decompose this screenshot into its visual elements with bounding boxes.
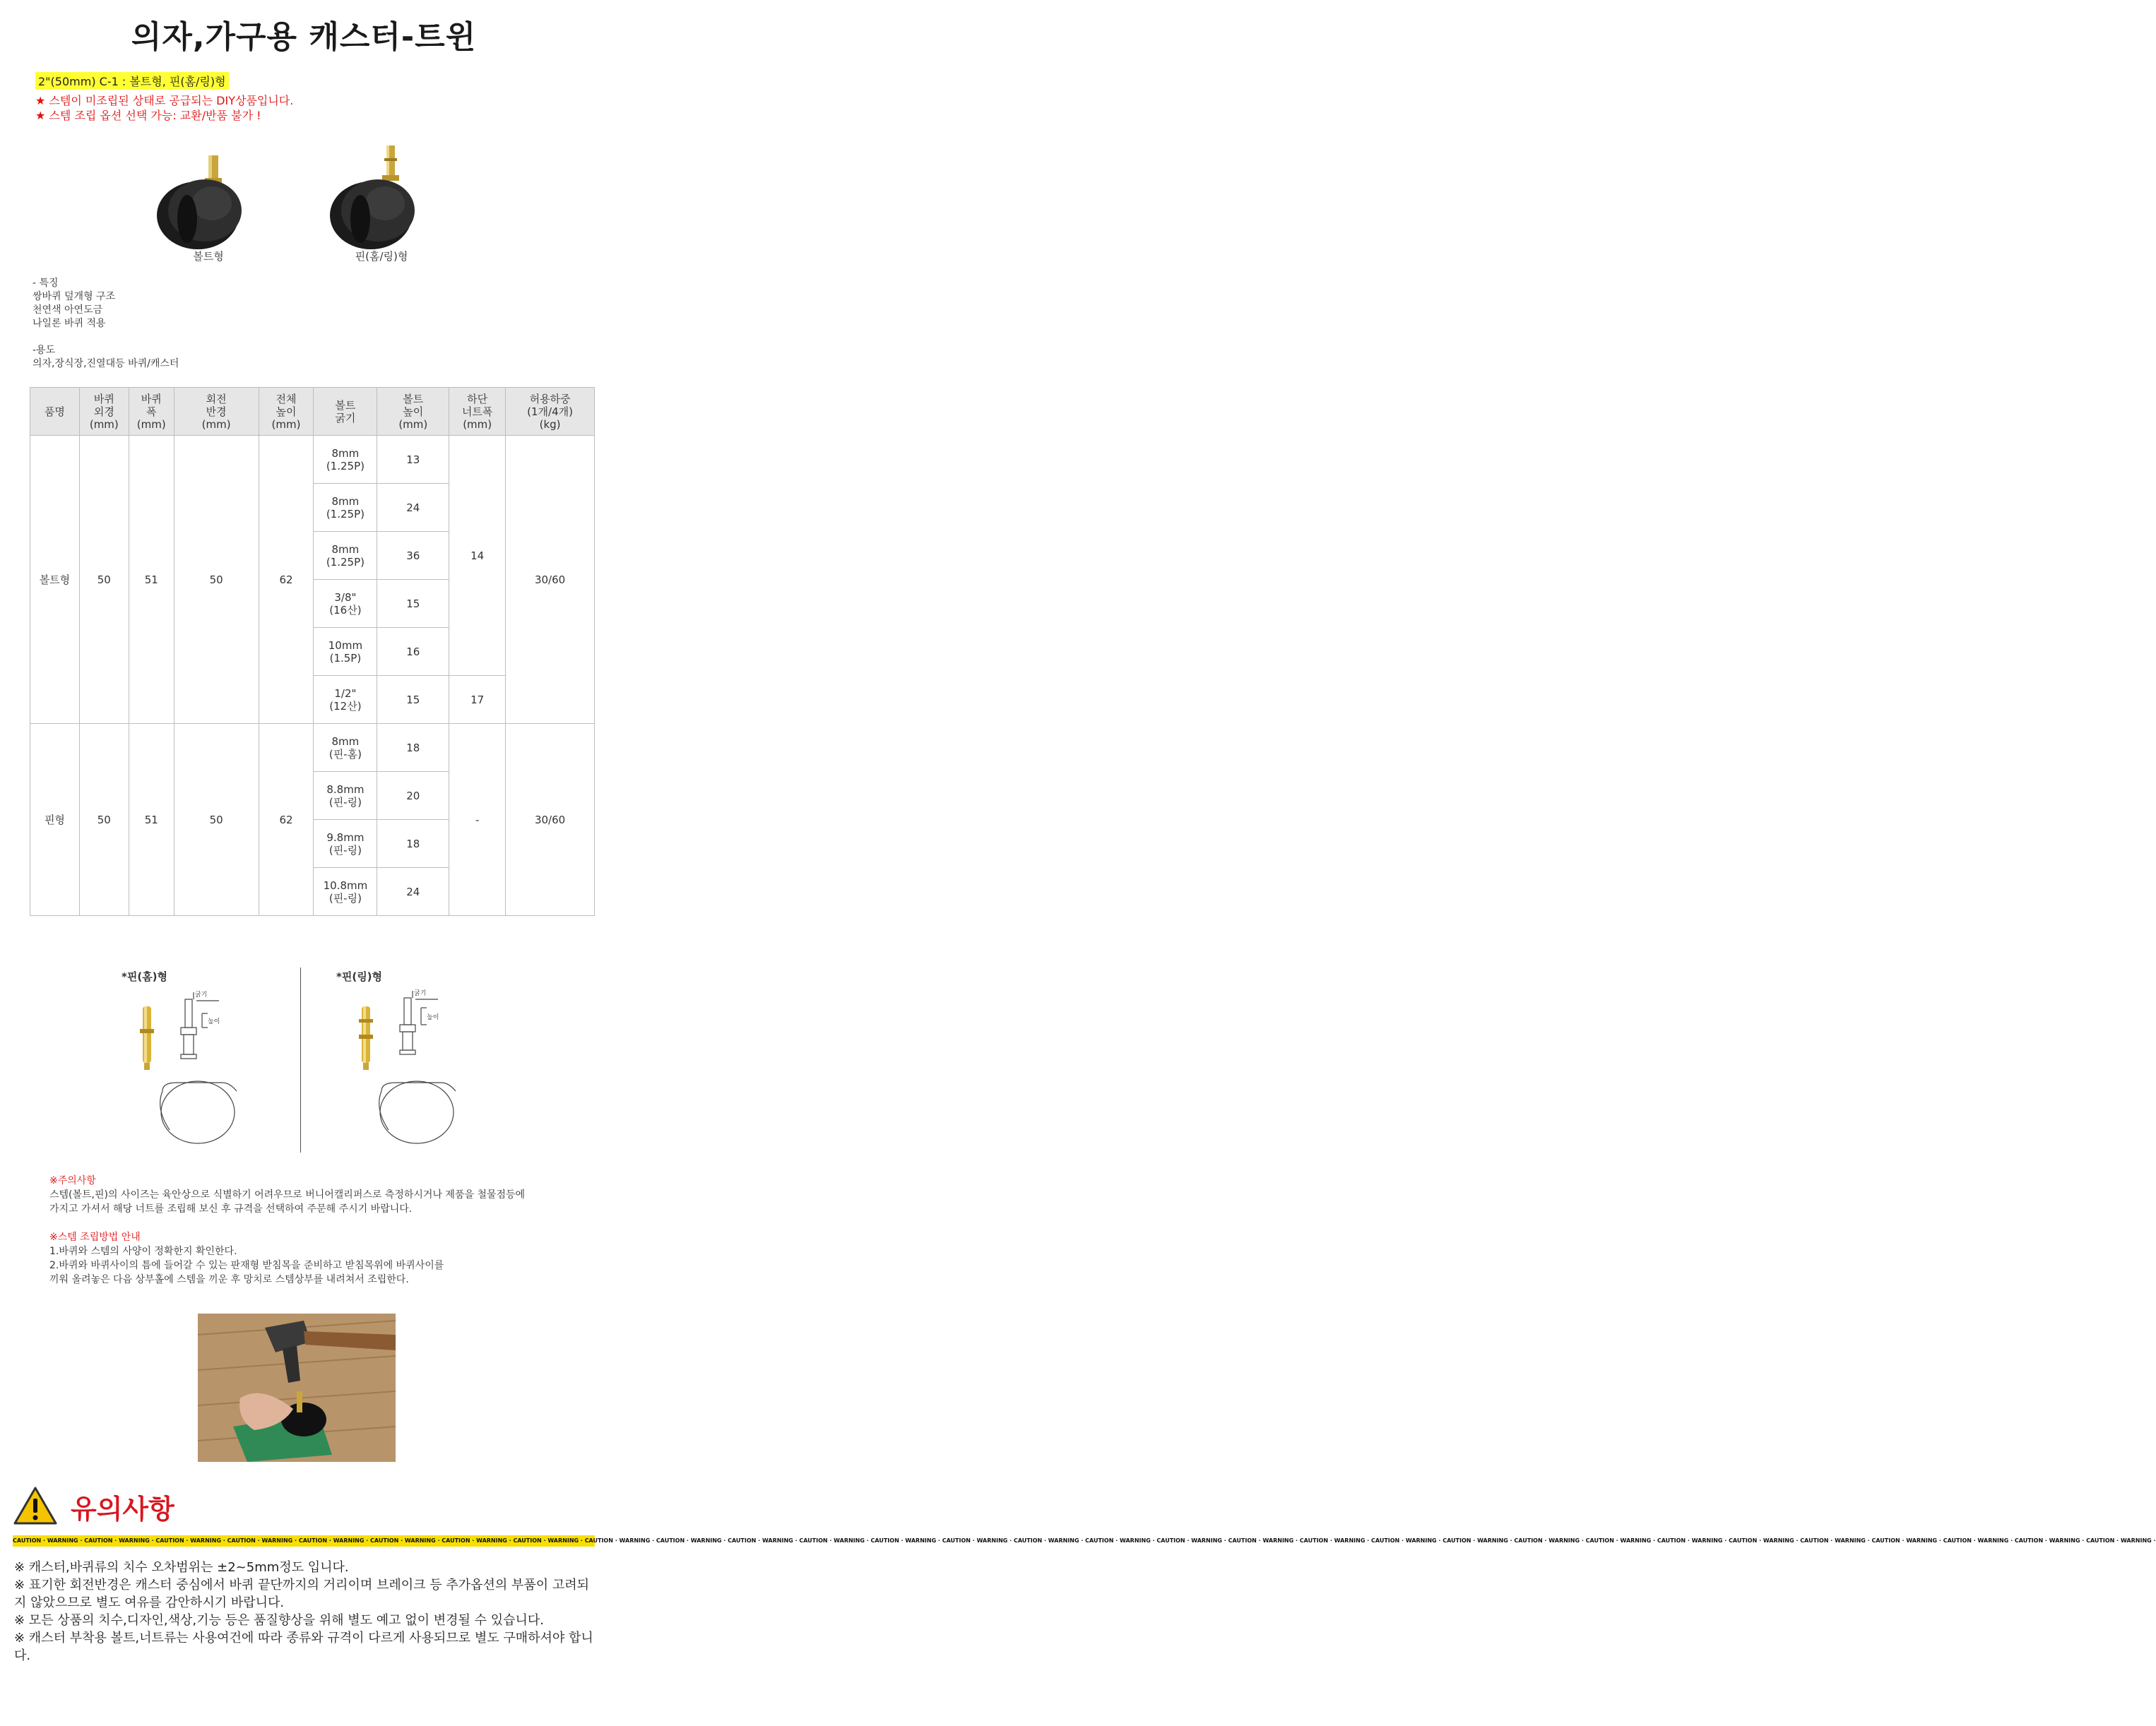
page-title: 의자,가구용 캐스터-트윈 [131,19,477,55]
assembly-line: 1.바퀴와 스템의 사양이 정확한지 확인한다. [49,1246,237,1257]
bolt-height-value: 15 [377,676,449,724]
bolt-nut-cell: 17 [449,676,506,724]
pin-width-cell: 51 [129,724,174,916]
features-heading: - 특징 [32,278,59,289]
bolt-size-cell: 1/2" (12산) [314,676,377,724]
pin-load-cell: 30/60 [506,724,595,916]
pin-name-cell: 핀형 [30,724,80,916]
bolt-size-cell: 8mm (1.25P) [314,532,377,580]
bolt-size-cell: 8mm (1.25P) [314,436,377,484]
bolt-type-label: 볼트형 [193,250,224,263]
bolt-height-value: 13 [377,436,449,484]
assembly-line: 2.바퀴와 바퀴사이의 틈에 들어갈 수 있는 판재형 받침목을 준비하고 받침목위에 바퀴사이를 [49,1260,444,1271]
feature-item: 나일론 바퀴 적용 [32,318,106,329]
note-item: ※ 캐스터 부착용 볼트,너트류는 사용여건에 따라 종류와 규격이 다르게 사용되므로 별도 구매하셔야 합니다. [14,1631,593,1663]
bolt-size-cell: 8mm (1.25P) [314,484,377,532]
warning-triangle-icon [13,1486,58,1525]
assembly-block [49,1230,444,1287]
note-item: ※ 모든 상품의 치수,디자인,색상,기능 등은 품질향상을 위해 별도 예고 없이 변경될 수 있습니다. [14,1613,544,1628]
feature-item: 쌍바퀴 덮개형 구조 [32,291,116,302]
note-item: ※ 표기한 회전반경은 캐스터 중심에서 바퀴 끝단까지의 거리이며 브레이크 등 추가옵션의 부품이 고려되지 않았으므로 별도 여유를 감안하시기 바랍니다. [14,1578,590,1610]
usage-text: 의자,장식장,진열대등 바퀴/캐스터 [32,358,179,369]
pin-ring-diagram [353,985,530,1148]
assembly-line: 끼워 올려놓은 다음 상부홀에 스템을 끼운 후 망치로 스템상부를 내려쳐서 조립한다. [49,1274,409,1285]
warning-title: 유의사항 [71,1494,174,1525]
bolt-width-cell: 51 [129,436,174,724]
pin-ring-diagram-title: *핀(링)형 [336,970,383,983]
spec-line: 2"(50mm) C-1 : 볼트형, 핀(홈/링)형 [35,72,229,90]
pin-type-label: 핀(홈/링)형 [355,250,408,263]
thickness-label: 굵기 [195,992,208,999]
pin-caster-image [307,134,442,254]
bolt-height-value: 16 [377,628,449,676]
header-radius: 회전 반경 (mm) [174,388,259,436]
pin-size-cell: 8.8mm (핀-링) [314,772,377,820]
header-bolt-thickness: 볼트 굵기 [314,388,377,436]
bolt-height-cell: 62 [259,436,314,724]
bolt-height-value: 36 [377,532,449,580]
pin-height-value: 18 [377,724,449,772]
height-label: 높이 [427,1014,439,1021]
header-bolt-height: 볼트 높이 (mm) [377,388,449,436]
bolt-size-cell: 3/8" (16산) [314,580,377,628]
pin-groove-diagram-title: *핀(홈)형 [122,970,168,983]
note-item: ※ 캐스터,바퀴류의 치수 오차범위는 ±2~5mm정도 입니다. [14,1560,349,1575]
bolt-caster-image [138,134,272,254]
pin-height-cell: 62 [259,724,314,916]
feature-item: 천연색 아연도금 [32,304,103,316]
assembly-heading: ※스템 조립방법 안내 [49,1232,141,1243]
pin-height-value: 18 [377,820,449,868]
header-nut-width: 하단 너트폭 (mm) [449,388,506,436]
usage-heading: -용도 [32,345,56,356]
caution-heading: ※주의사항 [49,1175,96,1186]
caution-line: 가지고 가셔서 해당 너트를 조립해 보신 후 규격을 선택하여 주문해 주시기 바랍니다. [49,1203,413,1215]
pin-size-cell: 9.8mm (핀-링) [314,820,377,868]
pin-size-cell: 10.8mm (핀-링) [314,868,377,916]
header-load: 허용하중 (1개/4개) (kg) [506,388,595,436]
header-height: 전체 높이 (mm) [259,388,314,436]
spec-table [30,387,595,916]
bolt-name-cell: 볼트형 [30,436,80,724]
notice-diy: ★ 스템이 미조립된 상태로 공급되는 DIY상품입니다. [35,94,294,107]
bolt-load-cell: 30/60 [506,436,595,724]
table-row [30,724,595,772]
strip-text: CAUTION · WARNING · CAUTION · WARNING · CAUTION · WARNING · CAUTION · WARNING · CAUTION · WARNING · CAUTION · WARNING · CAUTION · WARNING · CAUTION · WARNING · CAUTION · WARNING · CAUTION · WARNING · CAUTION · WARNING · CAUTION · WARNING · CAUTION · WARNING · CAUTION · WARNING · CAUTION · WARNING · CAUTION · WARNING · CAUTION · WARNING · CAUTION · WARNING · CAUTION · WARNING · CAUTION · WARNING · CAUTION · WARNING · CAUTION · WARNING · CAUTION · WARNING · CAUTION · WARNING · CAUTION · WARNING · CAUTION · WARNING · CAUTION · WARNING · CAUTION · WARNING · CAUTION · WARNING · CAUTION · WARNING · [13,1537,2156,1544]
pin-outer-cell: 50 [79,724,129,916]
bolt-height-value: 24 [377,484,449,532]
bolt-height-value: 15 [377,580,449,628]
pin-radius-cell: 50 [174,724,259,916]
header-outer: 바퀴 외경 (mm) [79,388,129,436]
assembly-photo [198,1314,396,1462]
pin-groove-diagram [134,985,311,1148]
height-label: 높이 [208,1018,220,1025]
features-block [32,277,179,371]
caution-line: 스템(볼트,핀)의 사이즈는 육안상으로 식별하기 어려우므로 버니어캘리퍼스로 측정하시거나 제품을 철물점등에 [49,1189,526,1201]
bolt-radius-cell: 50 [174,436,259,724]
header-name: 품명 [30,388,80,436]
pin-height-value: 24 [377,868,449,916]
caution-warning-strip [13,1535,2156,1547]
header-width: 바퀴 폭 (mm) [129,388,174,436]
table-header-row [30,388,595,436]
bolt-size-cell: 10mm (1.5P) [314,628,377,676]
caution-block [49,1174,525,1216]
notice-option: ★ 스템 조립 옵션 선택 가능: 교환/반품 불가 ! [35,109,261,122]
bolt-outer-cell: 50 [79,436,129,724]
bolt-nut-cell: 14 [449,436,506,676]
pin-nut-cell: - [449,724,506,916]
pin-size-cell: 8mm (핀-홈) [314,724,377,772]
warning-notes [14,1559,597,1665]
table-row [30,436,595,484]
thickness-label: 굵기 [414,990,427,997]
pin-height-value: 20 [377,772,449,820]
